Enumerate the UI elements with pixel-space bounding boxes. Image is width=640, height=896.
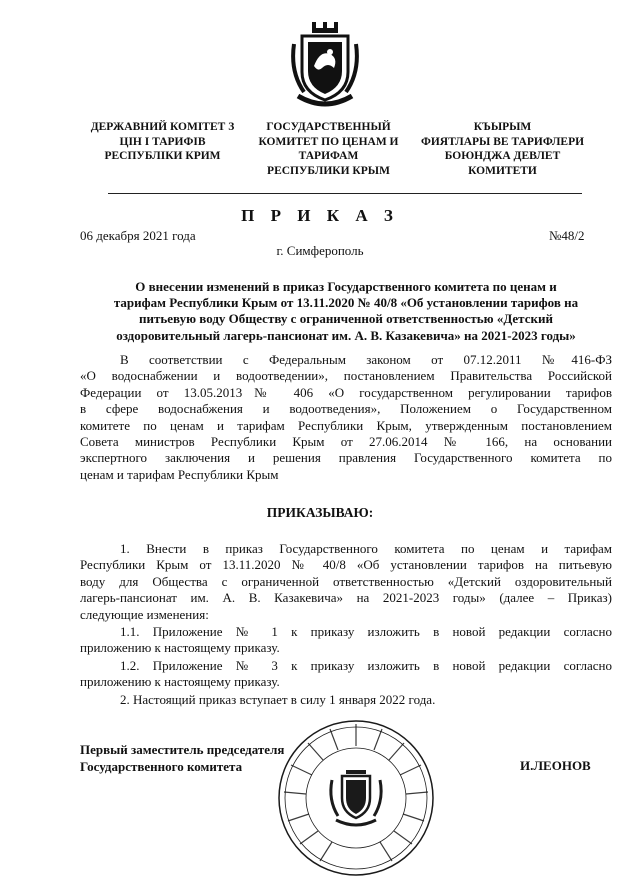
document-number: №48/2 xyxy=(549,228,585,243)
order-item-2: 2. Настоящий приказ вступает в силу 1 января 2022 года. xyxy=(120,692,436,707)
document-title: О внесении изменений в приказ Государственного комитета по ценам и тарифам Республики Крым от 13.11.2020 № 40/8 «Об установлении тарифов на питьевую воду Обществу с ограниченной ответственностью «Детский оздоровительный лагерь-пансионат им. А. В. Казакевича» на 2021-2023 годы» xyxy=(113,279,579,343)
order-item-1-2: 1.2. Приложение № 3 к приказу изложить в новой редакции согласно приложению к настоящему приказу. xyxy=(80,658,612,690)
header-left-org: ДЕРЖАВНИЙ КОМІТЕТ З ЦІН І ТАРИФІВ РЕСПУБЛІКИ КРИМ xyxy=(90,121,235,162)
signature-position: Первый заместитель председателя Государственного комитета xyxy=(80,742,285,774)
coat-of-arms-emblem xyxy=(290,22,360,112)
header-divider xyxy=(108,193,582,194)
document-type: П Р И К А З xyxy=(241,206,399,225)
orders-heading: ПРИКАЗЫВАЮ: xyxy=(266,505,374,520)
document-date: 06 декабря 2021 года xyxy=(80,228,196,243)
header-right-org: КЪЫРЫМ ФИЯТЛАРЫ ВЕ ТАРИФЛЕРИ БОЮНДЖА ДЕВЛЕТ КОМИТЕТИ xyxy=(420,121,585,177)
official-stamp xyxy=(276,718,436,878)
header-center-org: ГОСУДАРСТВЕННЫЙ КОМИТЕТ ПО ЦЕНАМ И ТАРИФАМ РЕСПУБЛИКИ КРЫМ xyxy=(258,121,399,177)
preamble-paragraph: В соответствии с Федеральным законом от 07.12.2011 №416-ФЗ «О водоснабжении и водоотведении», постановлением Правительства Российской Федерации от 13.05.2013№ 406 «О государственном регулировании тарифов в сфере водоснабжения и водоотведения», Положением о Государственном комитете по ценам и тарифам Республики Крым, утвержденным постановлением Совета министров Республики Крым от 27.06.2014 № 166, на основании экспертного заключения и решения правления Государственного комитета по ценам и тарифам Республики Крым xyxy=(80,352,612,482)
order-item-1-1: 1.1. Приложение № 1 к приказу изложить в новой редакции согласно приложению к настоящему приказу. xyxy=(80,624,612,656)
order-item-1: 1. Внести в приказ Государственного комитета по ценам и тарифам Республики Крым от 13.11.2020 № 40/8 «Об установлении тарифов на питьевую воду для Общества с ограниченной ответственностью «Детский оздоровительный лагерь-пансионат им. А. В. Казакевича» на 2021-2023 годы» (далее – Приказ) следующие изменения: xyxy=(80,541,612,622)
document-city: г. Симферополь xyxy=(276,243,364,258)
signer-name: И.ЛЕОНОВ xyxy=(520,758,591,773)
